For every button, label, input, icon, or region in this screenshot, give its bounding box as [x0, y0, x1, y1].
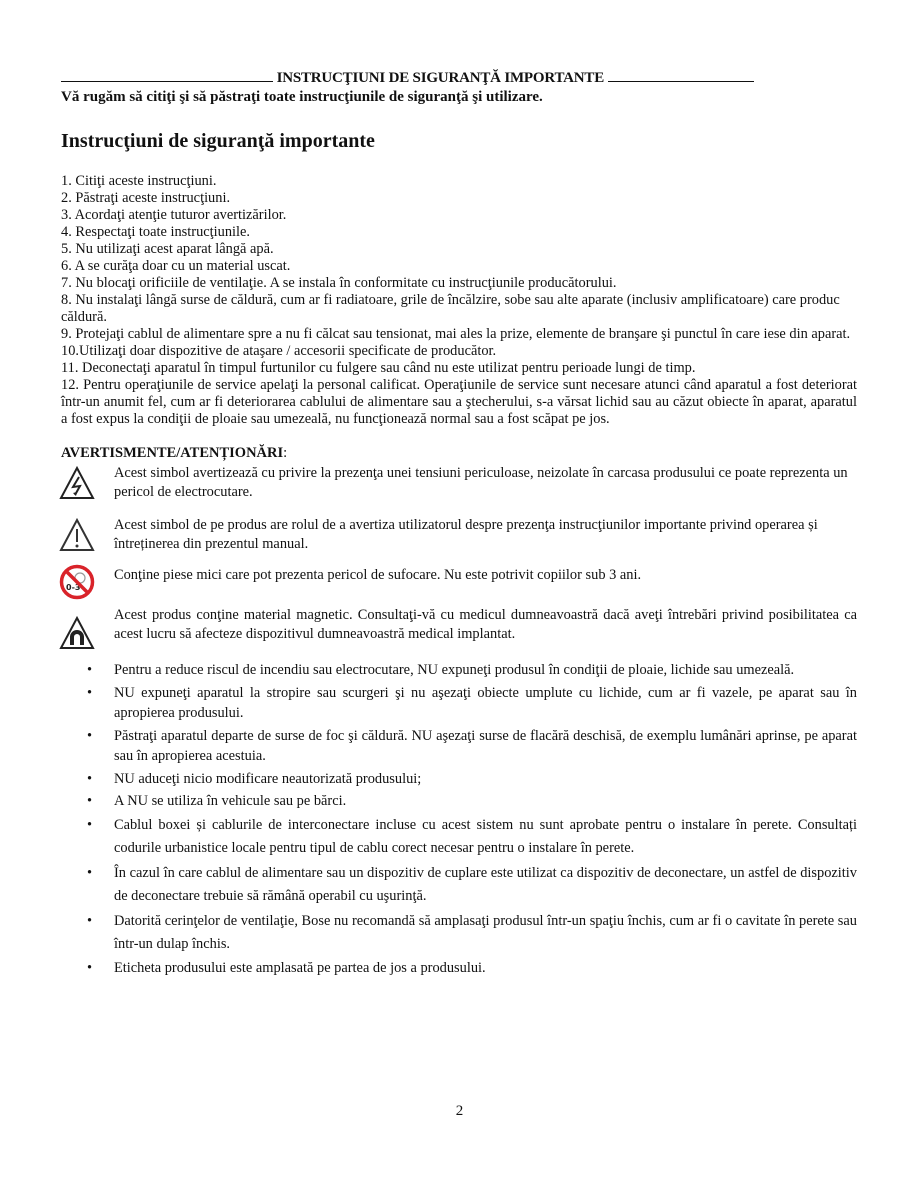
- underline-rule-right: [608, 68, 754, 82]
- warning-text: Acest produs conţine material magnetic. Consultaţi-vă cu medicul dumneavoastră dacă aveţi întrebări privind posibilitatea ca acest lucru să afecteze dispozitivul dumneavoastră medical implantat.: [114, 607, 857, 642]
- warning-symbol-row: [61, 516, 857, 556]
- instruction-item: 5. Nu utilizaţi acest aparat lângă apă.: [61, 241, 274, 257]
- age-badge: 0-3: [66, 583, 81, 592]
- bullet-item: • Păstraţi aparatul departe de surse de foc şi căldură. NU aşezaţi surse de flacără deschisă, de exemplu lumânări aprinse, pe aparat sau în apropierea acestuia.: [61, 726, 857, 767]
- instruction-item: 2. Păstraţi aceste instrucţiuni.: [61, 190, 231, 206]
- page-number: 2: [455, 1103, 464, 1119]
- bullet-item: • A NU se utiliza în vehicule sau pe bărci.: [61, 791, 857, 812]
- instruction-list: [61, 173, 857, 428]
- instruction-item: 6. A se curăţa doar cu un material uscat.: [61, 258, 291, 274]
- bullet-item: • În cazul în care cablul de alimentare sau un dispozitiv de cuplare este utilizat ca dispozitiv de deconectare, un astfel de dispozitiv de deconectare trebuie să rămână operabil cu uşurinţă.: [61, 862, 857, 908]
- section-heading: Instrucţiuni de siguranţă importante: [61, 130, 375, 152]
- warning-text: Acest simbol de pe produs are rolul de a avertiza utilizatorul despre prezenţa instrucţiunilor importante privind operarea și întreținerea din prezentul manual.: [114, 517, 818, 552]
- warnings-colon: :: [283, 445, 288, 461]
- instruction-item: 7. Nu blocaţi orificiile de ventilaţie. A se instala în conformitate cu instrucţiunile producătorului.: [61, 275, 617, 291]
- instruction-item: 3. Acordaţi atenţie tuturor avertizărilor.: [61, 207, 287, 223]
- warning-text: Conţine piese mici care pot prezenta pericol de sufocare. Nu este potrivit copiilor sub 3 ani.: [114, 567, 642, 583]
- header-subtitle: Vă rugăm să citiţi şi să păstraţi toate instrucţiunile de siguranţă şi utilizare.: [61, 89, 543, 105]
- underline-rule-left: [61, 68, 273, 82]
- electric-shock-warning-icon: [59, 466, 95, 500]
- caution-exclamation-icon: [59, 518, 95, 552]
- instruction-item: 11. Deconectaţi aparatul în timpul furtunilor cu fulgere sau când nu este utilizat pentru perioade lungi de timp.: [61, 360, 696, 376]
- magnet-warning-icon: [59, 616, 95, 650]
- bullet-item: • NU expuneţi aparatul la stropire sau scurgeri şi nu aşezaţi obiecte umplute cu lichide, cum ar fi vazele, pe aparat sau în apropierea produsului.: [61, 683, 857, 724]
- instruction-item: 8. Nu instalaţi lângă surse de căldură, cum ar fi radiatoare, grile de încălzire, sobe sau alte aparate (inclusiv amplificatoare) care produc căldură.: [61, 292, 840, 325]
- instruction-item: 12. Pentru operaţiunile de service apelaţi la personal calificat. Operaţiunile de service sunt necesare atunci când aparatul a fost deteriorat într-un anumit fel, cum ar fi deteriorarea cablului de alimentare sau a ştecherului, s-a vărsat lichid sau au căzut obiecte în aparat, aparatul a fost expus la condiţii de ploaie sau umezeală, nu funcţionează normal sau a fost scăpat pe jos.: [61, 377, 857, 427]
- document-page: [61, 68, 857, 980]
- bullet-item: • Cablul boxei și cablurile de interconectare incluse cu acest sistem nu sunt aprobate pentru o instalare în perete. Consultați codurile urbanistice locale pentru tipul de cablu corect necesar pentru o instalare în perete.: [61, 814, 857, 860]
- bullet-item: • Eticheta produsului este amplasată pe partea de jos a produsului.: [61, 958, 857, 979]
- bullet-item: • NU aduceţi nicio modificare neautorizată produsului;: [61, 769, 857, 790]
- header-title-line: [61, 68, 857, 88]
- header-title: INSTRUCŢIUNI DE SIGURANŢĂ IMPORTANTE: [276, 70, 605, 86]
- bullet-item: • Pentru a reduce riscul de incendiu sau electrocutare, NU expuneţi produsul în condiţii de ploaie, lichide sau umezeală.: [61, 660, 857, 681]
- warning-symbol-row: [61, 464, 857, 504]
- instruction-item: 10.Utilizaţi doar dispozitive de ataşare / accesorii specificate de producător.: [61, 343, 497, 359]
- warnings-title-text: AVERTISMENTE/ATENȚIONĂRI: [61, 445, 284, 461]
- safety-bullet-list: [61, 660, 857, 978]
- no-children-under-3-icon: [59, 564, 95, 600]
- warning-text: Acest simbol avertizează cu privire la prezenţa unei tensiuni periculoase, neizolate în carcasa produsului ce poate reprezenta un pericol de electrocutare.: [114, 465, 848, 500]
- warning-symbol-row: [61, 606, 857, 646]
- instruction-item: 4. Respectaţi toate instrucţiunile.: [61, 224, 251, 240]
- warnings-title: [61, 445, 857, 462]
- bullet-item: • Datorită cerinţelor de ventilaţie, Bose nu recomandă să amplasaţi produsul într-un spaţiu închis, cum ar fi o cavitate în perete sau într-un dulap închis.: [61, 910, 857, 956]
- instruction-item: 1. Citiţi aceste instrucţiuni.: [61, 173, 217, 189]
- warning-symbol-row: [61, 566, 857, 606]
- instruction-item: 9. Protejaţi cablul de alimentare spre a nu fi călcat sau tensionat, mai ales la prize, elemente de branşare şi punctul în care iese din aparat.: [61, 326, 851, 342]
